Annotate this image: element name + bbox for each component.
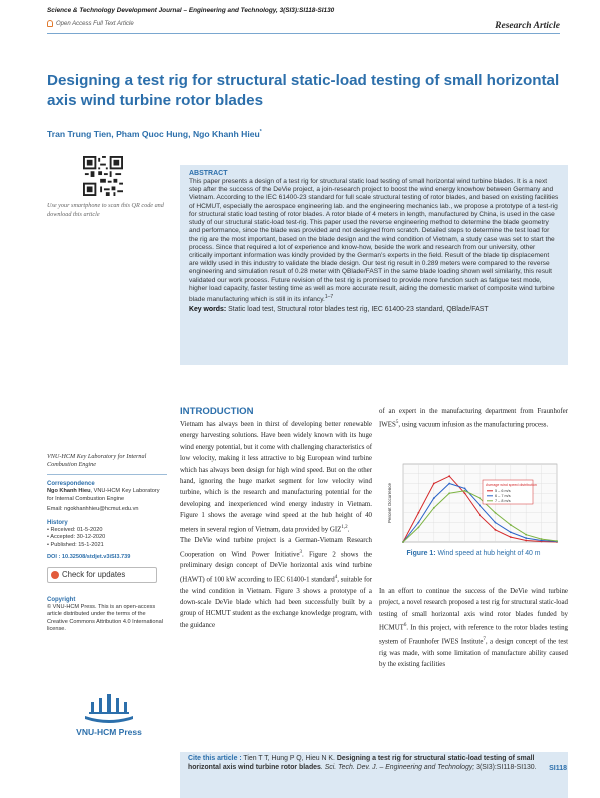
intro-c2-top-ref[interactable]: 5 [395,420,399,426]
data-point [433,507,435,509]
correspondent-affiliation: , VNU-HCM Key Laboratory for Internal Combustion Engine [47,488,160,502]
abstract-body: This paper presents a design of a test rig for structural static load testing of small horizontal wind turbine blades. It is a next step after the success of the DeVie project, a join-research project to boost the wind energy knowhow between Germany and Vietnam. According to the IEC 61400-23 standard for full scale structural testing of rotor blades, and based on existing facilities of HCMUT, especially the aerospace engineering lab. and the engineering mechanics lab., we propose a prototype of a test-rig for structural static load testing of rotor blades. A rotor blade of 4 meters in length, manufactured by China, is used in the case study of our structural static-load test-rig. This paper used the reverse engineering method to determine the blade geometry and performance, since the blade was provided and not designed from scratch. Detailed steps to determine the test load for the rig are the most important, based on the blade design and the wind condition of Vietnam, a study case was set to start the process. Since that required a lot of experience and know-how, beside the work and research from our university, other critically important information was kindly provided by the German’s experts in the field. Result of the blade tip displacement are wildly used in this industry to validate the blade design. Our test rig result in 0.289 meters were compared to the reverse engineering and simulation result of 0.28 meter with QBlade/FAST in the same blade loading shown well similarity, this result validated our work process. Future revision of the test rig is promised to provide more function such as fatigue test mode, higher load capacity, faster testing time as well as more accurate result, aiding the domestic market of composite wind turbine blade manufacturing which is still in its infancy. [189,178,559,304]
check-updates-label: Check for updates [62,569,126,579]
keywords [189,305,559,314]
history-heading: History [47,519,68,526]
data-point [525,537,527,539]
abstract-text [189,178,559,304]
copyright-heading: Copyright [47,596,76,603]
data-point [525,540,527,542]
data-point [448,492,450,494]
check-updates-button[interactable] [47,567,157,583]
intro-p3c: , a design concept of the test rig was made, with some limitation of manufacture ability caused by the existing facilities [379,638,569,669]
history-accepted: • Accepted: 30-12-2020 [47,534,106,541]
intro-p3-ref[interactable]: 6 [403,623,407,629]
history-published: • Published: 15-1-2021 [47,541,104,548]
intro-paragraph-2 [180,535,372,631]
intro-heading: INTRODUCTION [180,406,254,417]
intro-p1-ref[interactable]: 1,2 [341,524,348,530]
intro-p2b-ref[interactable]: 4 [334,574,338,580]
open-access-label [47,20,134,27]
data-point [510,524,512,526]
logo-text: VNU-HCM Press [76,727,142,737]
sidebar [47,453,167,634]
intro-c2-top [379,406,568,431]
authors-text: Tran Trung Tien, Pham Quoc Hung, Ngo Khanh Hieu [47,129,260,139]
intro-p3b-ref[interactable]: 7 [483,636,486,642]
corresponding-mark: * [259,129,262,136]
cite-title: Designing a test rig for structural static-load testing of small horizontal axis wind turbine rotor blades [188,755,535,771]
figure-1-chart [385,458,562,553]
cite-authors: Tien T T, Hung P Q, Hieu N K. [241,755,337,762]
intro-p2: The DeVie wind turbine project is a German-Vietnam Research Cooperation on Wind Power Initiative [180,537,372,559]
intro-column-2-bottom [379,586,568,670]
doi[interactable]: DOI : 10.32508/stdjet.v3iSI3.739 [47,554,131,561]
data-point [556,540,558,542]
correspondent-email[interactable]: Email: ngokhanhhieu@hcmut.edu.vn [47,506,139,513]
intro-paragraph-3 [379,586,568,670]
check-updates-icon [51,571,59,579]
legend-title: Average wind speed distribution [486,483,537,487]
open-access-text: Open Access Full Text Article [56,20,134,27]
figure-1-caption [379,550,568,557]
data-point [525,534,527,536]
history-accepted-text: Accepted: 30-12-2020 [50,534,106,541]
journal-header: Science & Technology Development Journal – Engineering and Technology, 3(SI3):SI118-SI130 [47,7,335,14]
legend-item: 5 – 6 m/s [495,489,511,493]
data-point [448,475,450,477]
copyright-text: © VNU-HCM Press. This is an open-access article distributed under the terms of the Creative Commons Attribution 4.0 International license. [47,604,163,633]
cite-volume: 3(SI3):SI118-SI130. [474,763,537,771]
article-type: Research Article [495,21,560,31]
qr-code-icon[interactable] [83,156,123,196]
intro-p3b: . In this project, with reference to the rotor blades testing system of Fraunhofer IWES Institute [379,624,568,646]
qr-caption: Use your smartphone to scan this QR code and download this article [47,202,164,218]
intro-c2-top-text: of an expert in the manufacturing department from Fraunhofer IWES [379,408,568,429]
y-axis-label: Percent Occurrence [387,482,392,524]
affiliation: VNU-HCM Key Laboratory for Internal Combustion Engine [47,453,147,468]
keywords-label: Key words: [189,306,227,314]
history-received: • Received: 01-5-2020 [47,527,103,534]
legend-item: 7 – 8 m/s [495,499,511,503]
abstract-refs[interactable]: 1–7 [324,294,334,301]
figure-1-label: Figure 1: [406,550,436,557]
intro-p1: Vietnam has always been in thirst of developing better renewable energy harvesting solutions. Have been widely known with its huge wind energy potential, but it come with challenging characteristics of low velocity, making it less attractive to big European wind turbine which has always been design for high wind speed. But on the other hand, ignoring the huge market segment for low velocity wind turbine, which is the research and manufacturing potential for the developing and inexperienced wind energy industry in Vietnam. Figure 1 shows the average wind speed at the hub height of 40 meters in several region of Vietnam, data provided by GIZ [180,421,372,533]
correspondence-heading: Correspondence [47,481,95,487]
open-access-icon [47,20,53,27]
data-point [418,526,420,528]
author-list [47,129,262,139]
abstract-heading: ABSTRACT [189,170,228,177]
data-point [495,512,497,514]
data-point [418,522,420,524]
data-point [495,529,497,531]
intro-column-1 [180,419,372,631]
data-point [479,497,481,499]
header-divider [47,33,560,34]
correspondent-name: Ngo Khanh Hieu [47,488,91,495]
intro-p2c: , suitable for the wind condition in Vietnam. Figure 3 shows a prototype of a down-scale DeVie blade which had been successfully built by a group of HCMUT student as the exchange knowledge program, with the guidance [180,576,372,629]
data-point [402,541,404,543]
intro-c2-top-b: , using vacuum infusion as the manufacturing process. [398,421,549,429]
history-published-text: Published: 15-1-2021 [50,541,104,548]
data-point [448,483,450,485]
figure-1-caption-text: Wind speed at hub height of 40 m [435,550,541,557]
keywords-text: Static load test, Structural rotor blades test rig, IEC 61400-23 standard, QBlade/FAST [228,306,489,314]
data-point [418,512,420,514]
cite-box [180,752,568,798]
correspondence-text [47,488,167,503]
sidebar-divider [47,474,167,475]
data-point [479,514,481,516]
data-point [464,490,466,492]
page-number: SI118 [549,765,567,772]
history-received-text: Received: 01-5-2020 [50,527,103,534]
data-point [479,505,481,507]
intro-p2b: . Figure 2 shows the preliminary design concept of DeVie horizontal axis wind turbine (HAWT) of 100 kW according to IEC 61400-1 standard [180,551,372,584]
data-point [510,531,512,533]
data-point [433,483,435,485]
intro-p3: In an effort to continue the success of the DeVie wind turbine project, a novel research proposed a test rig for structural static-load testing of small horizontal axis wind rotor blades funded by HCMUT [379,588,568,632]
data-point [464,487,466,489]
intro-column-2-top [379,406,568,431]
data-point [510,536,512,538]
intro-paragraph-1: Vietnam has always been in thirst of developing better renewable energy harvesting solutions. Have been widely known with its huge wind energy potential, but it come with challenging characteristics of low velocity, making it less attractive to big European wind turbine which has always been design for high wind speed. But on the other hand, ignoring the huge market segment for low velocity wind turbine, which is the research and manufacturing potential for the developing and inexperienced wind energy industry in Vietnam. Figure 1 shows the average wind speed at the hub height of 40 meters in several region of Vietnam, data provided by GIZ$^{1,2}$. [180,421,372,533]
cite-label: Cite this article : [188,755,242,762]
article-title: Designing a test rig for structural static-load testing of small horizontal axis wind turbine rotor blades [47,72,560,109]
data-point [541,538,543,540]
intro-p2-ref[interactable]: 3 [299,549,303,555]
legend-item: 6 – 7 m/s [495,494,511,498]
data-point [433,497,435,499]
abstract-box [180,165,568,365]
vnu-hcm-press-logo [55,692,163,738]
cite-journal: . Sci. Tech. Dev. J. – Engineering and Technology; [320,763,475,771]
data-point [464,492,466,494]
data-point [495,522,497,524]
